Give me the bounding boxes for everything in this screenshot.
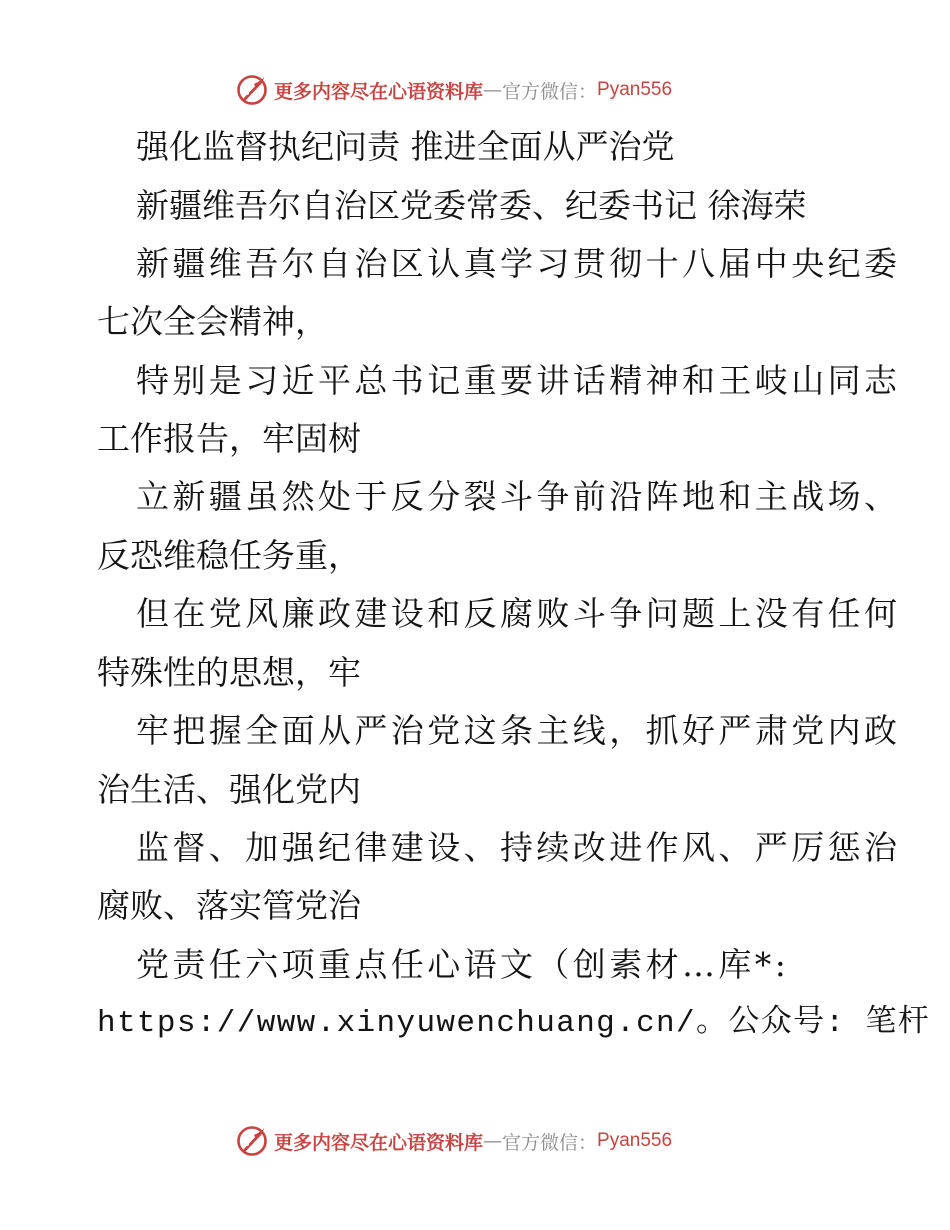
author-line: 新疆维吾尔自治区党委常委、纪委书记 徐海荣: [136, 186, 807, 225]
banner-slogan: 更多内容尽在心语资料库: [274, 1131, 484, 1154]
banner-wechat-id: Pyan556: [597, 79, 673, 100]
body-line: 工作报告，牢固树: [97, 419, 361, 458]
banner-slogan: 更多内容尽在心语资料库: [274, 80, 484, 103]
footer-banner: [235, 1121, 672, 1161]
url-line: https://www.xinyuwenchuang.cn/。公众号: 笔杆: [97, 1006, 931, 1041]
body-line: 但在党风廉政建设和反腐败斗争问题上没有任何: [136, 594, 901, 633]
banner-wechat-label: 官方微信：: [502, 80, 598, 103]
body-line: 七次全会精神，: [97, 302, 328, 341]
body-line: 反恐维稳任务重，: [97, 536, 361, 575]
body-line: 治生活、强化党内: [97, 770, 361, 809]
body-line: 新疆维吾尔自治区认真学习贯彻十八届中央纪委: [136, 244, 901, 283]
header-banner: [235, 70, 672, 110]
banner-wechat-label: 官方微信：: [502, 1131, 598, 1154]
quill-logo-icon: [235, 73, 269, 107]
banner-dash: —: [483, 79, 503, 101]
body-line: 特别是习近平总书记重要讲话精神和王岐山同志: [136, 361, 901, 400]
body-line: 党责任六项重点任心语文（创素材…库*:: [136, 945, 790, 984]
quill-logo-icon: [235, 1124, 269, 1158]
banner-wechat-id: Pyan556: [597, 1130, 673, 1151]
body-line: 监督、加强纪律建设、持续改进作风、严厉惩治: [136, 828, 901, 867]
body-line: 腐败、落实管党治: [97, 886, 361, 925]
document-title: 强化监督执纪问责 推进全面从严治党: [136, 127, 675, 166]
body-line: 立新疆虽然处于反分裂斗争前沿阵地和主战场、: [136, 477, 901, 516]
body-line: 牢把握全面从严治党这条主线，抓好严肃党内政: [136, 711, 901, 750]
banner-dash: —: [483, 1130, 503, 1152]
body-line: 特殊性的思想，牢: [97, 653, 361, 692]
